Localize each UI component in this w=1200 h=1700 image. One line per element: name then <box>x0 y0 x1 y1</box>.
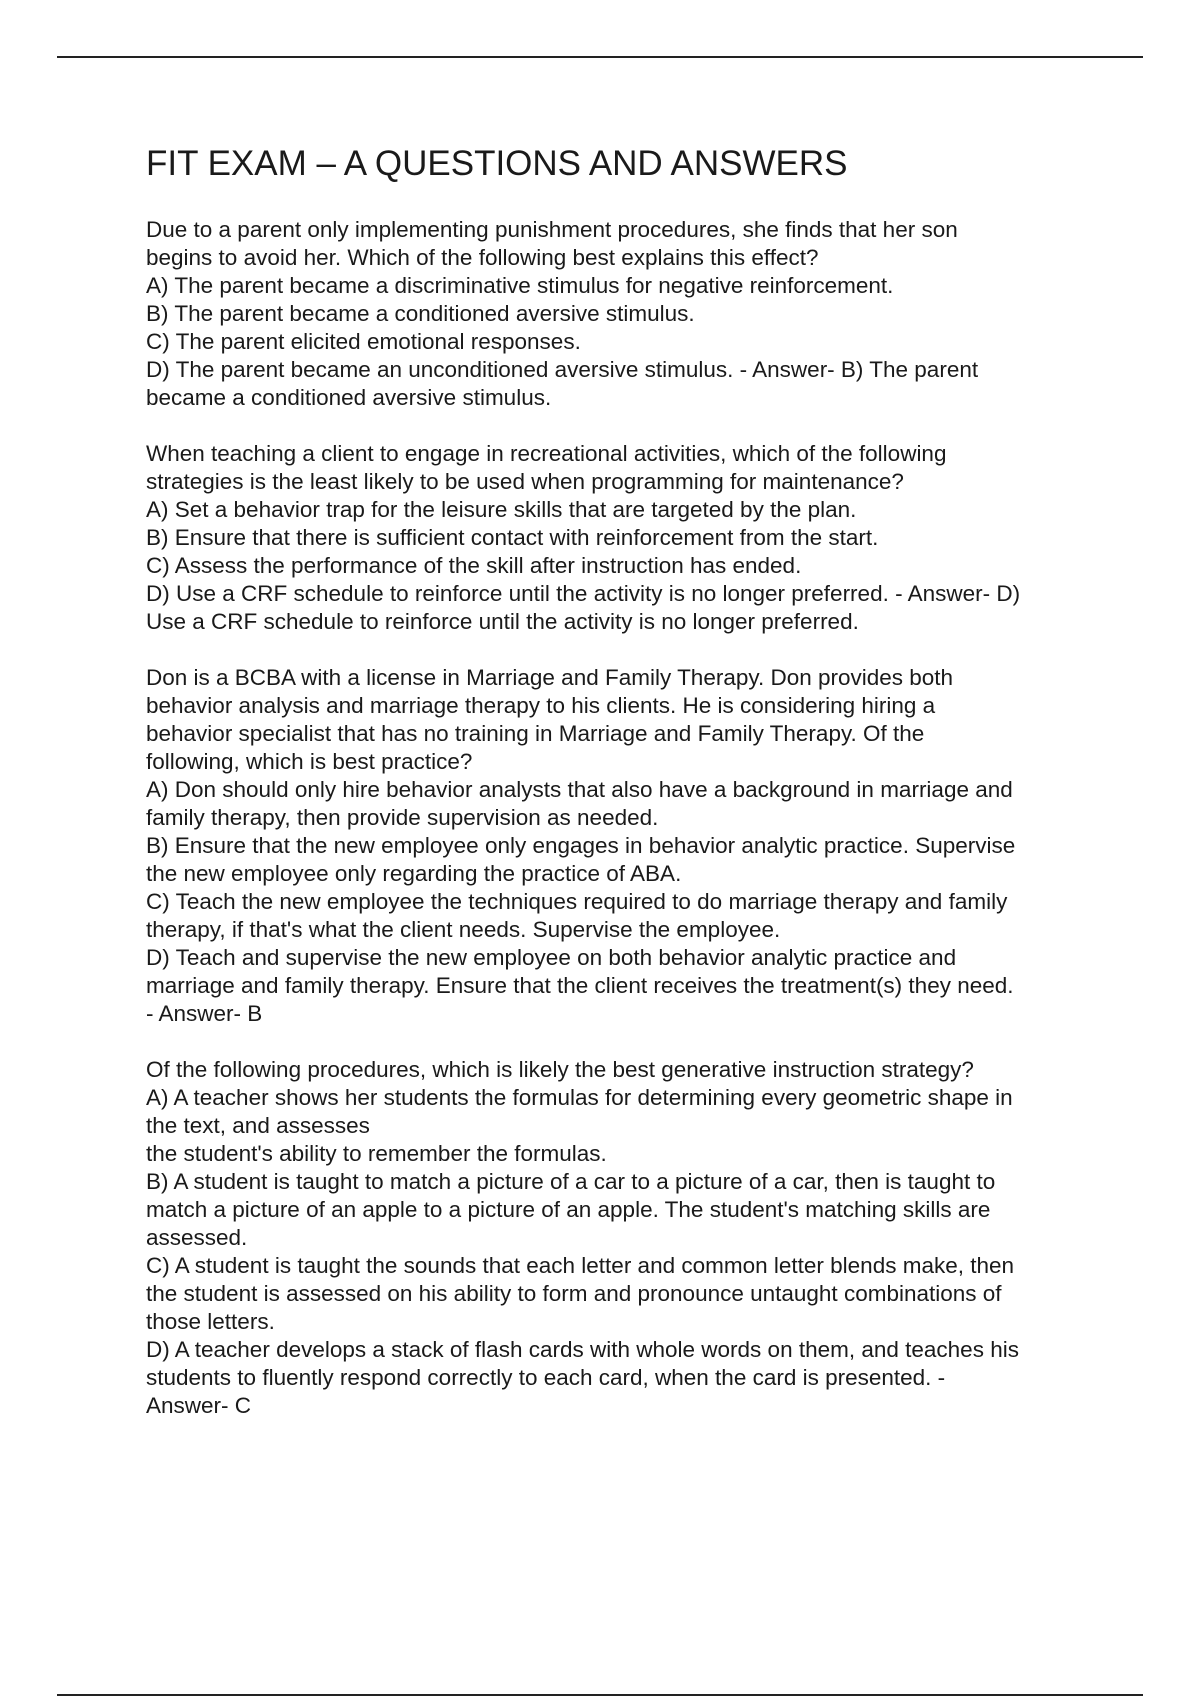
question-line: behavior analysis and marriage therapy to his clients. He is considering hiring a <box>146 693 936 718</box>
question-line: begins to avoid her. Which of the following best explains this effect? <box>146 245 819 270</box>
question-line: the text, and assesses <box>146 1113 370 1138</box>
question-line: D) The parent became an unconditioned aversive stimulus. - Answer- B) The parent <box>146 357 979 382</box>
question-line: students to fluently respond correctly to each card, when the card is presented. - <box>146 1365 946 1390</box>
question-line: assessed. <box>146 1225 248 1250</box>
question-line: B) A student is taught to match a picture of a car to a picture of a car, then is taught to <box>146 1169 996 1194</box>
question-line: the new employee only regarding the practice of ABA. <box>146 861 682 886</box>
question-line: - Answer- B <box>146 1001 263 1026</box>
question-line: marriage and family therapy. Ensure that the client receives the treatment(s) they need. <box>146 973 1014 998</box>
question-line: Don is a BCBA with a license in Marriage and Family Therapy. Don provides both <box>146 665 954 690</box>
question-line: Due to a parent only implementing punishment procedures, she finds that her son <box>146 217 958 242</box>
question-line: Answer- C <box>146 1393 252 1418</box>
question-line: A) Set a behavior trap for the leisure skills that are targeted by the plan. <box>146 497 857 522</box>
question-line: C) Assess the performance of the skill after instruction has ended. <box>146 553 802 578</box>
question-line: became a conditioned aversive stimulus. <box>146 385 552 410</box>
document-body <box>146 142 1106 1448</box>
question-line: match a picture of an apple to a picture of an apple. The student's matching skills are <box>146 1197 991 1222</box>
question-line: Use a CRF schedule to reinforce until the activity is no longer preferred. <box>146 609 859 634</box>
question-line: Of the following procedures, which is likely the best generative instruction strategy? <box>146 1057 974 1082</box>
question-line: D) Teach and supervise the new employee on both behavior analytic practice and <box>146 945 957 970</box>
question-line: those letters. <box>146 1309 275 1334</box>
top-rule <box>57 56 1143 58</box>
question-line: B) Ensure that there is sufficient contact with reinforcement from the start. <box>146 525 879 550</box>
question-line: therapy, if that's what the client needs. Supervise the employee. <box>146 917 781 942</box>
document-title: FIT EXAM – A QUESTIONS AND ANSWERS <box>146 144 848 183</box>
question-line: B) The parent became a conditioned aversive stimulus. <box>146 301 695 326</box>
question-block <box>146 664 1106 1028</box>
question-line: D) Use a CRF schedule to reinforce until the activity is no longer preferred. - Answer- D) <box>146 581 1021 606</box>
question-line: C) Teach the new employee the techniques required to do marriage therapy and family <box>146 889 1008 914</box>
question-line: D) A teacher develops a stack of flash cards with whole words on them, and teaches his <box>146 1337 1019 1362</box>
question-line: strategies is the least likely to be used when programming for maintenance? <box>146 469 904 494</box>
question-line: B) Ensure that the new employee only engages in behavior analytic practice. Supervise <box>146 833 1016 858</box>
question-line: following, which is best practice? <box>146 749 473 774</box>
question-line: C) A student is taught the sounds that each letter and common letter blends make, then <box>146 1253 1015 1278</box>
question-block <box>146 216 1106 412</box>
question-line: When teaching a client to engage in recreational activities, which of the following <box>146 441 947 466</box>
question-line: the student is assessed on his ability to form and pronounce untaught combinations of <box>146 1281 1002 1306</box>
bottom-rule <box>57 1694 1143 1696</box>
question-line: A) Don should only hire behavior analysts that also have a background in marriage and <box>146 777 1013 802</box>
question-line: behavior specialist that has no training in Marriage and Family Therapy. Of the <box>146 721 925 746</box>
question-block <box>146 440 1106 636</box>
question-line: the student's ability to remember the formulas. <box>146 1141 607 1166</box>
question-line: A) The parent became a discriminative stimulus for negative reinforcement. <box>146 273 894 298</box>
question-list <box>146 216 1106 1420</box>
question-line: A) A teacher shows her students the formulas for determining every geometric shape in <box>146 1085 1013 1110</box>
question-line: family therapy, then provide supervision as needed. <box>146 805 659 830</box>
question-block <box>146 1056 1106 1420</box>
question-line: C) The parent elicited emotional responses. <box>146 329 581 354</box>
